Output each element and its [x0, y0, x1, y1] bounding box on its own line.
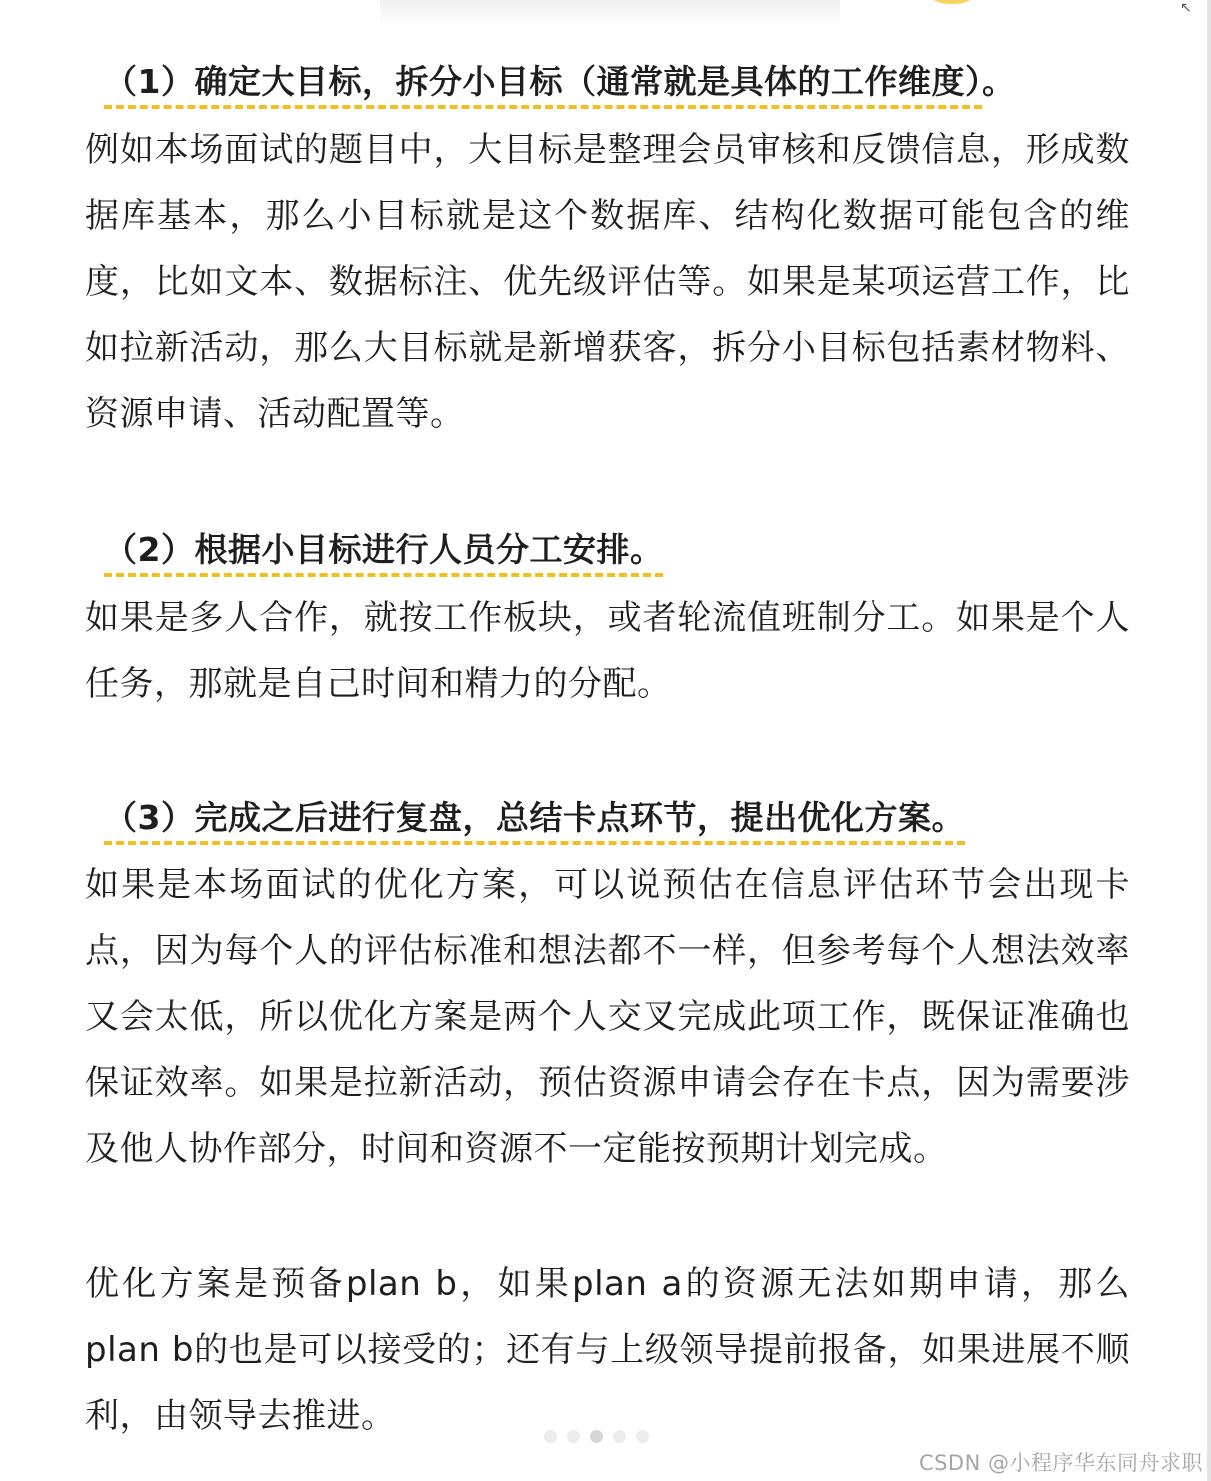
section-1-heading-end: 。	[981, 62, 1016, 101]
carousel-dot[interactable]	[613, 1430, 626, 1443]
section-3-heading	[104, 798, 965, 838]
section-2-heading-text: （2）根据小目标进行人员分工安排。	[104, 530, 663, 577]
carousel-dot[interactable]	[567, 1430, 580, 1443]
cropped-top-content	[380, 0, 840, 28]
carousel-dot[interactable]	[636, 1430, 649, 1443]
window-edge	[1207, 0, 1211, 1481]
section-1-heading-text: （1）确定大目标，拆分小目标（通常就是具体的工作维度）	[104, 62, 982, 109]
section-2-paragraph: 如果是多人合作，就按工作板块，或者轮流值班制分工。如果是个人任务，那就是自己时间和精力的分配。	[85, 598, 1130, 704]
carousel-dot[interactable]	[544, 1430, 557, 1443]
section-3-paragraph-1: 如果是本场面试的优化方案，可以说预估在信息评估环节会出现卡点，因为每个人的评估标准和想法都不一样，但参考每个人想法效率又会太低，所以优化方案是两个人交叉完成此项工作，既保证准确也保证效率。如果是拉新活动，预估资源申请会存在卡点，因为需要涉及他人协作部分，时间和资源不一定能按预期计划完成。	[85, 865, 1130, 1169]
section-1-heading	[104, 62, 1015, 102]
section-3-paragraph-2: 优化方案是预备plan b，如果plan a的资源无法如期申请，那么plan b的也是可以接受的；还有与上级领导提前报备，如果进展不顺利，由领导去推进。	[85, 1264, 1130, 1436]
carousel-dot-active[interactable]	[590, 1430, 603, 1443]
section-3-heading-text: （3）完成之后进行复盘，总结卡点环节，提出优化方案。	[104, 798, 965, 845]
watermark: CSDN @小程序华东同舟求职	[918, 1451, 1203, 1475]
carousel-indicator	[544, 1430, 649, 1443]
section-2-heading	[104, 530, 663, 570]
section-1-paragraph: 例如本场面试的题目中，大目标是整理会员审核和反馈信息，形成数据库基本，那么小目标就是这个数据库、结构化数据可能包含的维度，比如文本、数据标注、优先级评估等。如果是某项运营工作，比如拉新活动，那么大目标就是新增获客，拆分小目标包括素材物料、资源申请、活动配置等。	[85, 130, 1130, 434]
cropped-yellow-shape	[930, 0, 974, 4]
cursor-icon: ↖	[1180, 0, 1192, 16]
